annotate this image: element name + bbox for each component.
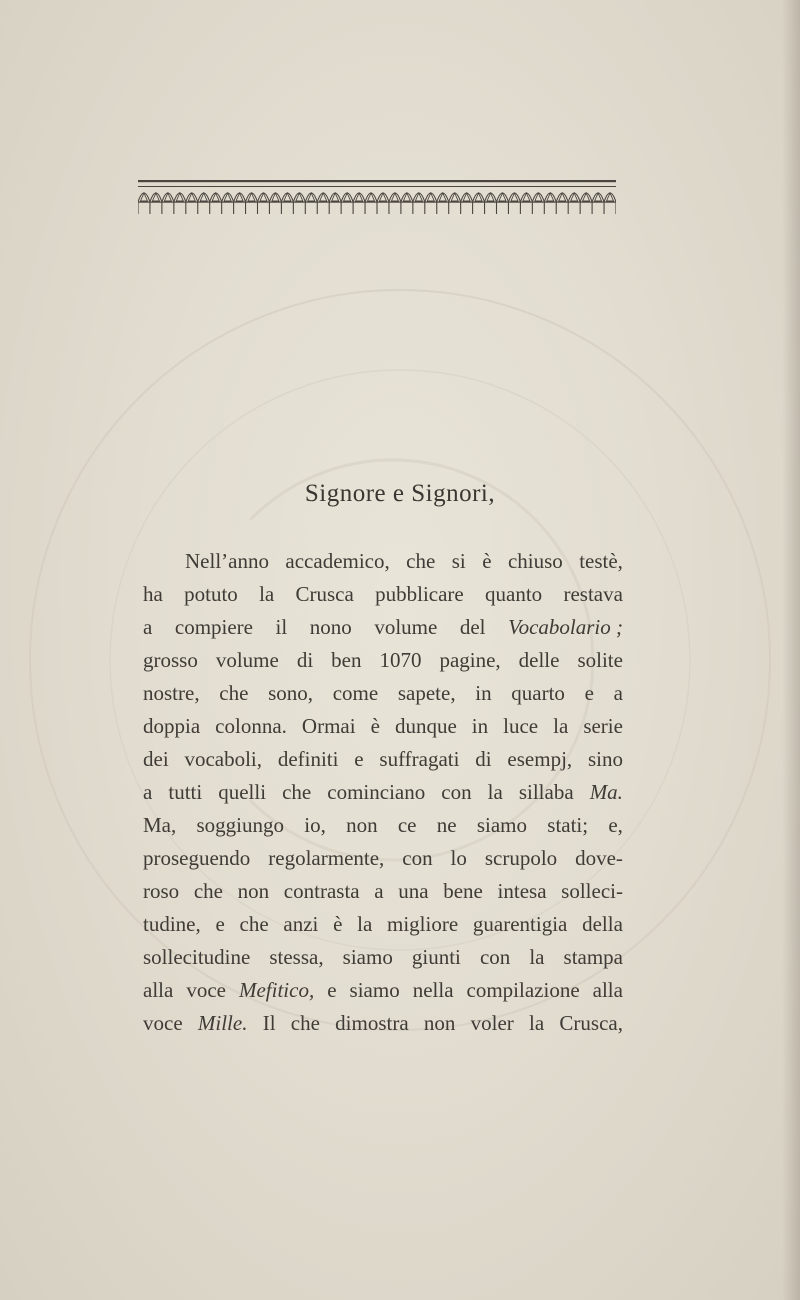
word: che [282,780,312,804]
word: ben [331,648,362,672]
text-line [143,974,623,1007]
word: quarto [511,681,565,705]
word: cominciano [327,780,426,804]
word: contrasta [283,879,360,903]
word: la [529,1011,545,1035]
word: solleci- [561,879,623,903]
word: e [354,747,364,771]
word: si [451,549,466,573]
text-line [143,809,623,842]
word: dove- [575,846,623,870]
word: stampa [563,945,623,969]
word: e, [608,813,623,837]
word: grosso [143,648,198,672]
word: alla [592,978,623,1002]
word: la [553,714,569,738]
word: che [219,681,249,705]
word: non [423,1011,456,1035]
text-line [143,578,623,611]
word: nono [309,615,352,639]
word: io, [304,813,326,837]
text-line [143,644,623,677]
word: la [529,945,545,969]
word: Nell’anno [185,549,269,573]
word: intesa [497,879,547,903]
body-paragraph [143,545,623,1040]
word: sino [587,747,623,771]
text-line [143,1007,623,1040]
word: è [370,714,380,738]
word: a [613,681,623,705]
word: sillaba [518,780,574,804]
word: restava [563,582,623,606]
word: chiuso [507,549,563,573]
word: potuto [184,582,238,606]
word: il [275,615,288,639]
word: guarentigia [472,912,568,936]
word: siamo [349,978,400,1002]
word: siamo [342,945,393,969]
word: in [471,714,489,738]
word: della [582,912,623,936]
word: stati; [547,813,589,837]
word: Ma, [143,813,177,837]
word: compiere [174,615,253,639]
word: Mille. [197,1011,248,1035]
word: come [332,681,379,705]
word: e [215,912,225,936]
decorative-header-border [138,180,616,226]
word: ne [436,813,457,837]
word: con [441,780,472,804]
word: Crusca, [559,1011,623,1035]
word: suffragati [379,747,460,771]
word: quanto [485,582,543,606]
word: di [475,747,492,771]
word: Vocabolario ; [508,615,623,639]
word: giunti [411,945,461,969]
word: che [290,1011,320,1035]
word: siamo [476,813,528,837]
text-line [143,842,623,875]
word: che [406,549,436,573]
word: nostre, [143,681,200,705]
word: vocaboli, [184,747,263,771]
text-line [143,710,623,743]
word: la [357,912,373,936]
word: e [327,978,337,1002]
word: a [143,780,153,804]
word: sollecitudine [143,945,251,969]
word: pagine, [439,648,501,672]
word: quelli [218,780,267,804]
text-line [143,908,623,941]
word: Mefitico, [238,978,315,1002]
word: sapete, [397,681,456,705]
word: e [584,681,594,705]
word: la [487,780,503,804]
word: stessa, [269,945,324,969]
word: Il [262,1011,276,1035]
word: dunque [394,714,457,738]
word: è [482,549,492,573]
word: definiti [277,747,339,771]
text-line [143,743,623,776]
text-line [143,611,623,644]
word: non [346,813,378,837]
text-line [143,941,623,974]
word: alla [143,978,174,1002]
word: soggiungo [196,813,285,837]
word: voler [470,1011,514,1035]
page-edge-shadow [782,0,800,1300]
word: migliore [387,912,459,936]
text-line [143,875,623,908]
word: serie [583,714,623,738]
word: dimostra [335,1011,409,1035]
word: ce [397,813,417,837]
word: voce [186,978,226,1002]
word: in [475,681,492,705]
word: volume [215,648,279,672]
word: la [259,582,275,606]
word: scrupolo [484,846,558,870]
word: regolarmente, [268,846,385,870]
word: tudine, [143,912,201,936]
word: solite [577,648,623,672]
word: che [239,912,269,936]
word: roso [143,879,180,903]
word: Ormai [301,714,356,738]
word: del [459,615,486,639]
word: pubblicare [375,582,464,606]
word: con [402,846,433,870]
word: volume [374,615,438,639]
text-line [143,677,623,710]
word: accademico, [285,549,390,573]
word: esempj, [507,747,573,771]
word: anzi [283,912,319,936]
word: doppia [143,714,201,738]
salutation-heading: Signore e Signori, [304,480,496,507]
word: Ma. [589,780,623,804]
word: dei [143,747,169,771]
word: a [374,879,384,903]
word: compilazione [466,978,580,1002]
word: tutti [168,780,203,804]
word: colonna. [215,714,287,738]
word: nella [412,978,454,1002]
word: una [398,879,429,903]
word: 1070 [379,648,422,672]
text-line [143,776,623,809]
word: di [296,648,314,672]
word: con [479,945,511,969]
word: testè, [579,549,623,573]
word: ha [143,582,163,606]
word: Crusca [295,582,354,606]
word: luce [503,714,539,738]
word: voce [143,1011,183,1035]
word: a [143,615,153,639]
word: bene [443,879,483,903]
word: lo [450,846,467,870]
word: che [193,879,223,903]
word: non [237,879,270,903]
word: è [333,912,343,936]
word: delle [518,648,560,672]
text-line [143,545,623,578]
word: sono, [268,681,314,705]
word: proseguendo [143,846,251,870]
